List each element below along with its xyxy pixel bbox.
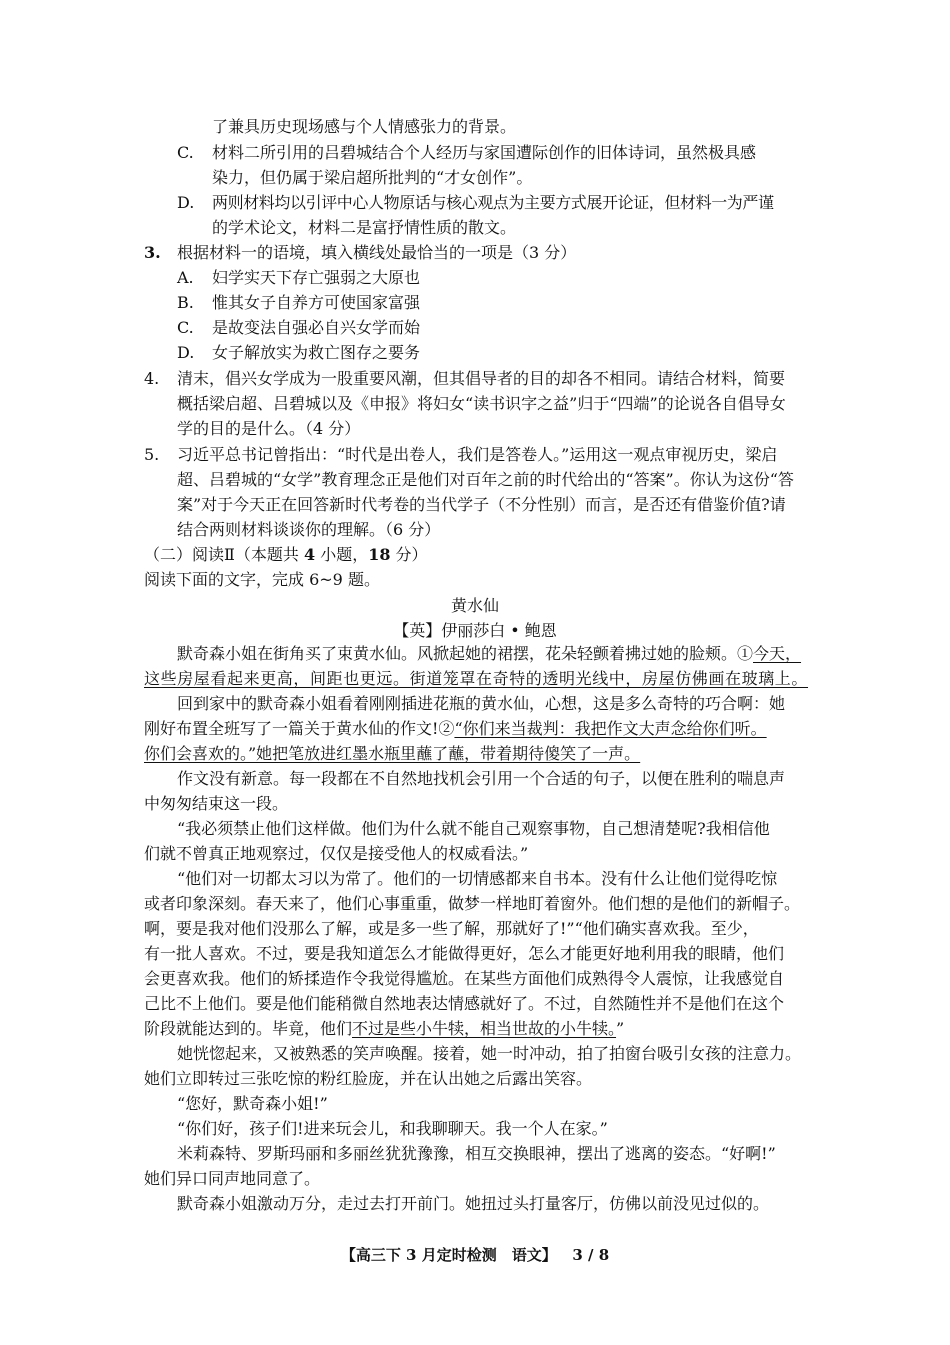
q4-line: 清末，倡兴女学成为一股重要风潮，但其倡导者的目的却各不相同。请结合材料，简要	[177, 369, 786, 388]
q3-option-d-label: D.	[177, 343, 195, 362]
story-author: 【英】伊丽莎白 • 鲍恩	[393, 621, 557, 640]
section2-question-count: 4	[303, 545, 316, 564]
q2-option-c-line: 染力，但仍属于梁启超所批判的“才女创作”。	[212, 168, 533, 187]
q4-number: 4.	[144, 369, 160, 388]
q4-line: 学的目的是什么。（4 分）	[177, 419, 361, 438]
q3-option-b-label: B.	[177, 293, 194, 312]
q3-option-c-text: 是故变法自强必自兴女学而始	[212, 318, 421, 337]
story-p3-line: 作文没有新意。每一段都在不自然地找机会引用一个合适的句子，以便在胜利的喘息声	[177, 769, 786, 788]
story-p5-line	[144, 1017, 624, 1041]
q2-option-d-line: 的学术论文，材料二是富抒情性质的散文。	[212, 218, 517, 237]
underlined-phrase-calves: 不过是些小牛犊，相当世故的小牛犊。	[352, 1019, 617, 1038]
q2-option-b-continuation: 了兼具历史现场感与个人情感张力的背景。	[212, 117, 517, 136]
section2-instruction: 阅读下面的文字，完成 6~9 题。	[144, 570, 380, 589]
section2-score: 18	[368, 545, 391, 564]
section2-title-part: 小题，	[315, 545, 369, 564]
page-number: 3 / 8	[572, 1246, 610, 1264]
section2-title	[144, 543, 428, 567]
story-text: 阶段就能达到的。毕竟，他们	[144, 1019, 353, 1038]
story-p9-line: 她们异口同声地同意了。	[144, 1169, 321, 1188]
q5-line: 超、吕碧城的“女学”教育理念正是他们对百年之前的时代给出的“答案”。你认为这份“答	[177, 470, 794, 489]
q5-number: 5.	[144, 445, 160, 464]
story-text: 默奇森小姐在街角买了束黄水仙。风掀起她的裙摆，花朵轻颤着拂过她的脸颊。①	[177, 644, 754, 663]
q4-line: 概括梁启超、吕碧城以及《申报》将妇女“读书识字之益”归于“四端”的论说各自倡导女	[177, 394, 786, 413]
q3-number: 3.	[144, 243, 161, 262]
story-text: ”	[616, 1019, 625, 1038]
story-p5-line: 会更喜欢我。他们的矫揉造作令我觉得尴尬。在某些方面他们成熟得令人震惊，让我感觉自	[144, 969, 785, 988]
q3-stem: 根据材料一的语境，填入横线处最恰当的一项是（3 分）	[177, 243, 577, 262]
story-p5-line: “他们对一切都太习以为常了。他们的一切情感都来自书本。没有什么让他们觉得吃惊	[177, 869, 778, 888]
q3-option-a-label: A.	[177, 268, 194, 287]
story-p4-line: “我必须禁止他们这样做。他们为什么就不能自己观察事物，自己想清楚呢?我相信他	[177, 819, 770, 838]
story-p4-line: 们就不曾真正地观察过，仅仅是接受他人的权威看法。”	[144, 844, 529, 863]
section2-title-part: （二）阅读Ⅱ（本题共	[144, 545, 304, 564]
section2-title-part: 分）	[390, 545, 428, 564]
story-p6-line: 她们立即转过三张吃惊的粉红脸庞，并在认出她之后露出笑容。	[144, 1069, 593, 1088]
story-p5-line: 有一批人喜欢。不过，要是我知道怎么才能做得更好，怎么才能更好地利用我的眼睛，他们	[144, 944, 785, 963]
story-p8: “你们好，孩子们!进来玩会儿，和我聊聊天。我一个人在家。”	[177, 1119, 608, 1138]
q3-option-b-text: 惟其女子自养方可使国家富强	[212, 293, 421, 312]
story-p6-line: 她恍惚起来，又被熟悉的笑声唤醒。接着，她一时冲动，拍了拍窗台吸引女孩的注意力。	[177, 1044, 802, 1063]
q2-option-d-line: 两则材料均以引评中心人物原话与核心观点为主要方式展开论证，但材料一为严谨	[212, 193, 774, 212]
story-p5-line: 啊，要是我对他们没那么了解，或是多一些了解，那就好了!”“他们确实喜欢我。至少，	[144, 919, 759, 938]
story-text: 刚好布置全班写了一篇关于黄水仙的作文!②	[144, 719, 455, 738]
story-p10: 默奇森小姐激动万分，走过去打开前门。她扭过头打量客厅，仿佛以前没见过似的。	[177, 1194, 770, 1213]
story-p5-line: 或者印象深刻。春天来了，他们心事重重，做梦一样地盯着窗外。他们想的是他们的新帽子。	[144, 894, 801, 913]
story-p9-line: 米莉森特、罗斯玛丽和多丽丝犹犹豫豫，相互交换眼神，摆出了逃离的姿态。“好啊!”	[177, 1144, 776, 1163]
underlined-sentence-1: 这些房屋看起来更高，间距也更远。街道笼罩在奇特的透明光线中，房屋仿佛画在玻璃上。	[144, 669, 809, 688]
q5-line: 结合两则材料谈谈你的理解。（6 分）	[177, 520, 441, 539]
story-title: 黄水仙	[450, 596, 499, 615]
q3-option-a-text: 妇学实天下存亡强弱之大原也	[212, 268, 421, 287]
q3-option-c-label: C.	[177, 318, 194, 337]
story-p1-line	[177, 642, 801, 666]
page-footer	[0, 1244, 950, 1265]
story-p2-line: 回到家中的默奇森小姐看着刚刚插进花瓶的黄水仙，心想，这是多么奇特的巧合啊：她	[177, 694, 786, 713]
q5-line: 案”对于今天正在回答新时代考卷的当代学子（不分性别）而言，是否还有借鉴价值?请	[177, 495, 786, 514]
q5-line: 习近平总书记曾指出：“时代是出卷人，我们是答卷人。”运用这一观点审视历史，梁启	[177, 445, 778, 464]
q2-option-c-label: C.	[177, 143, 194, 162]
story-p5-line: 己比不上他们。要是他们能稍微自然地表达情感就好了。不过，自然随性并不是他们在这个	[144, 994, 785, 1013]
story-p2-line	[144, 717, 767, 741]
q2-option-d-label: D.	[177, 193, 195, 212]
underlined-sentence-2: 你们会喜欢的。”她把笔放进红墨水瓶里蘸了蘸，带着期待傻笑了一声。	[144, 744, 641, 763]
underlined-sentence-1: 今天，	[753, 644, 802, 663]
q2-option-c-line: 材料二所引用的吕碧城结合个人经历与家国遭际创作的旧体诗词，虽然极具感	[212, 143, 757, 162]
underlined-sentence-2: “你们来当裁判：我把作文大声念给你们听。	[454, 719, 767, 738]
story-p3-line: 中匆匆结束这一段。	[144, 794, 289, 813]
q3-option-d-text: 女子解放实为救亡图存之要务	[212, 343, 421, 362]
footer-exam-name: 【高三下 3 月定时检测 语文】	[340, 1246, 557, 1264]
story-p7: “您好，默奇森小姐!”	[177, 1094, 328, 1113]
